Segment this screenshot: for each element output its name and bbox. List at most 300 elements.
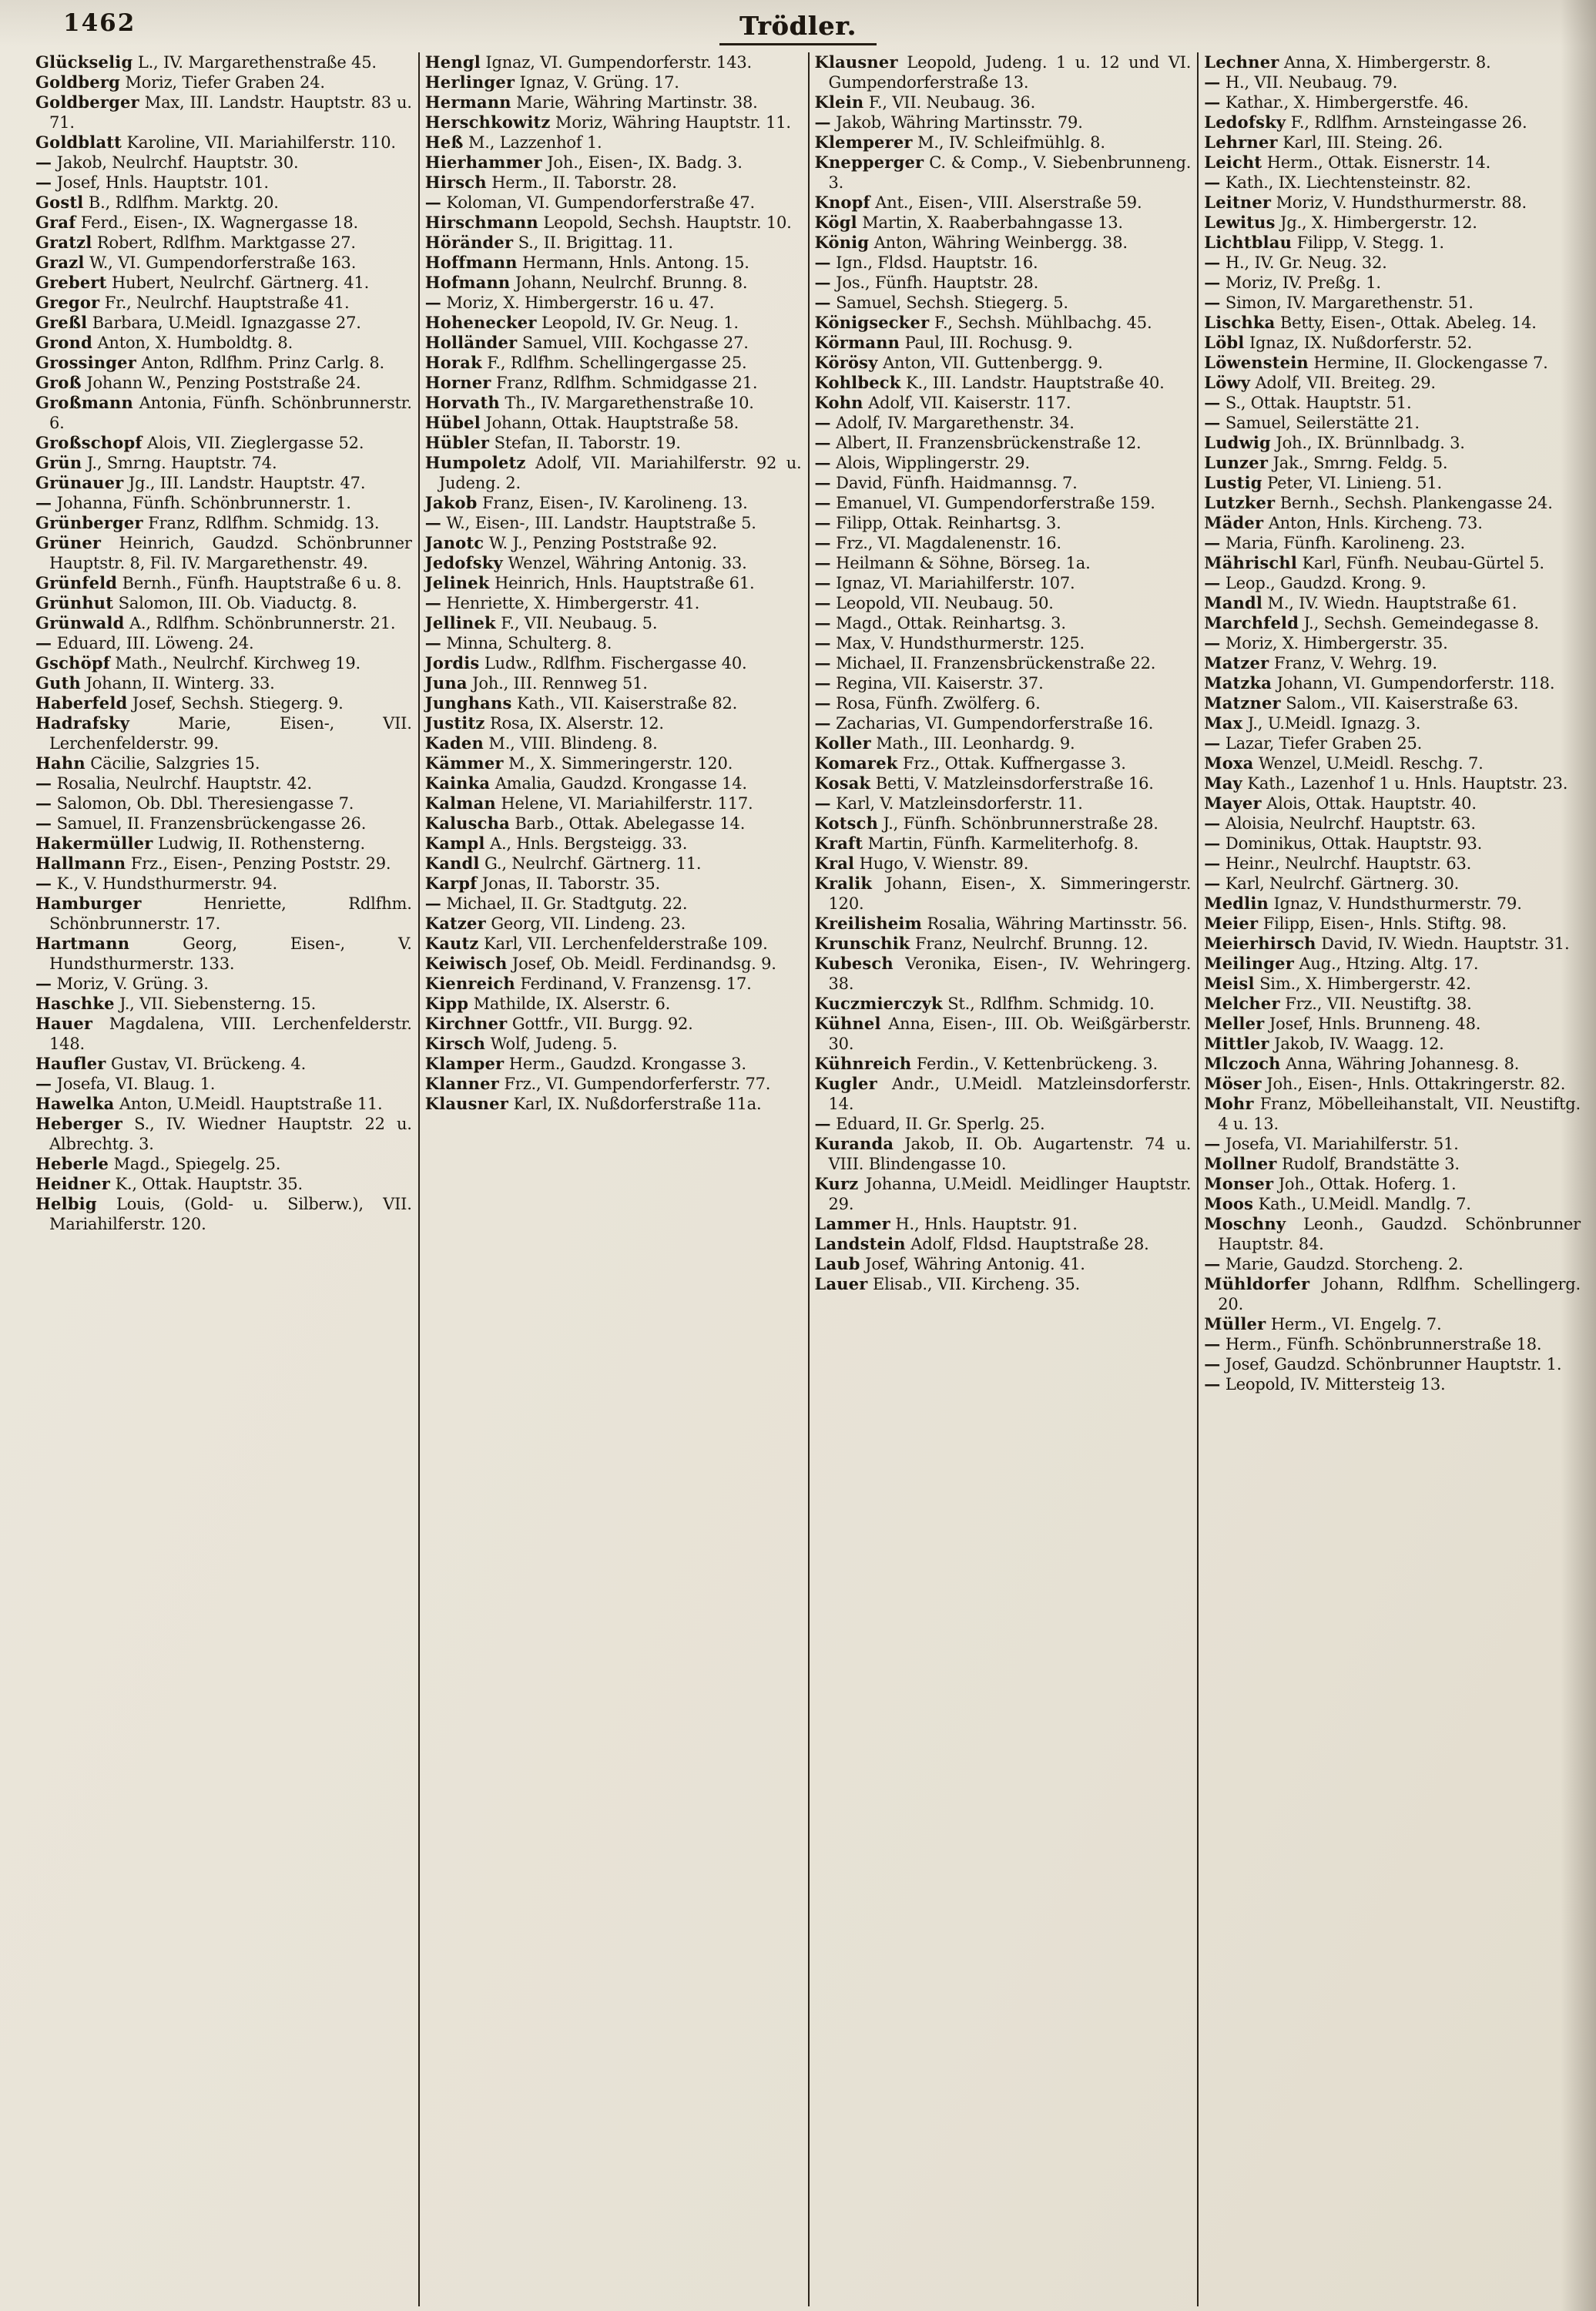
entry-surname: Kreilisheim bbox=[814, 914, 922, 933]
entry-surname: Hohenecker bbox=[424, 313, 537, 332]
directory-entry: Grün J., Smrng. Hauptstr. 74. bbox=[35, 453, 277, 472]
entry-surname: Moschny bbox=[1204, 1214, 1286, 1233]
directory-entry: Hauer Magdalena, VIII. Lerchenfelderstr. 148. bbox=[35, 1014, 412, 1053]
directory-entry: Mandl M., IV. Wiedn. Hauptstraße 61. bbox=[1204, 593, 1517, 612]
directory-entry: Meier Filipp, Eisen-, Hnls. Stiftg. 98. bbox=[1204, 914, 1507, 933]
entry-surname: — bbox=[1204, 1134, 1221, 1153]
entry-surname: Meier bbox=[1204, 914, 1259, 933]
directory-entry: — Kath., IX. Liechtensteinstr. 82. bbox=[1204, 173, 1471, 192]
entry-surname: — bbox=[35, 173, 52, 192]
entry-surname: Jellinek bbox=[424, 613, 496, 632]
entry-surname: Kögl bbox=[814, 213, 857, 232]
directory-entry: Mlczoch Anna, Währing Johannesg. 8. bbox=[1204, 1054, 1520, 1073]
directory-entry: — Moriz, X. Himbergerstr. 16 u. 47. bbox=[424, 293, 715, 312]
directory-entry: Lammer H., Hnls. Hauptstr. 91. bbox=[814, 1214, 1078, 1233]
entry-surname: Löwenstein bbox=[1204, 353, 1309, 372]
entry-surname: Jelinek bbox=[424, 573, 490, 592]
directory-entry: Hermann Marie, Währing Martinstr. 38. bbox=[424, 92, 758, 112]
entry-surname: Höränder bbox=[424, 233, 514, 252]
entry-surname: Hawelka bbox=[35, 1094, 115, 1113]
entry-surname: Klamper bbox=[424, 1054, 505, 1073]
entry-surname: Kugler bbox=[814, 1074, 877, 1093]
entry-surname: Löbl bbox=[1204, 333, 1245, 352]
directory-entry: — Moriz, X. Himbergerstr. 35. bbox=[1204, 633, 1448, 652]
entry-surname: Grond bbox=[35, 333, 92, 352]
directory-entry: Kurz Johanna, U.Meidl. Meidlinger Hauptstr. 29. bbox=[814, 1174, 1192, 1213]
entry-surname: Goldblatt bbox=[35, 132, 122, 152]
directory-entry: — W., Eisen-, III. Landstr. Hauptstraße 5. bbox=[424, 513, 756, 532]
entry-surname: Matzer bbox=[1204, 653, 1269, 673]
directory-entry: Gostl B., Rdlfhm. Marktg. 20. bbox=[35, 193, 279, 212]
directory-entry: — Josef, Gaudzd. Schönbrunner Hauptstr. 1. bbox=[1204, 1354, 1562, 1374]
directory-entry: — Josefa, VI. Mariahilferstr. 51. bbox=[1204, 1134, 1459, 1153]
directory-entry: Großmann Antonia, Fünfh. Schönbrunnerstr. 6. bbox=[35, 393, 412, 432]
entry-surname: — bbox=[814, 673, 831, 693]
entry-surname: Kämmer bbox=[424, 753, 504, 773]
directory-entry: Justitz Rosa, IX. Alserstr. 12. bbox=[424, 713, 664, 733]
directory-entry: Hahn Cäcilie, Salzgries 15. bbox=[35, 753, 260, 773]
entry-surname: Meierhirsch bbox=[1204, 934, 1316, 953]
directory-entry: Kögl Martin, X. Raaberbahngasse 13. bbox=[814, 213, 1123, 232]
entry-surname: Grünwald bbox=[35, 613, 125, 632]
entry-surname: Keiwisch bbox=[424, 954, 508, 973]
entry-surname: Grazl bbox=[35, 253, 85, 272]
directory-entry: Kampl A., Hnls. Bergsteigg. 33. bbox=[424, 834, 688, 853]
entry-surname: Glückselig bbox=[35, 52, 133, 72]
directory-entry: — Josefa, VI. Blaug. 1. bbox=[35, 1074, 216, 1093]
entry-surname: Herlinger bbox=[424, 72, 515, 92]
directory-entry: — Emanuel, VI. Gumpendorferstraße 159. bbox=[814, 493, 1155, 512]
directory-entry: — Max, V. Hundsthurmerstr. 125. bbox=[814, 633, 1085, 652]
entry-surname: Matzner bbox=[1204, 693, 1281, 713]
directory-entry: Lischka Betty, Eisen-, Ottak. Abeleg. 14. bbox=[1204, 313, 1537, 332]
directory-entry: Grossinger Anton, Rdlfhm. Prinz Carlg. 8. bbox=[35, 353, 384, 372]
directory-entry: Kirsch Wolf, Judeng. 5. bbox=[424, 1034, 618, 1053]
entry-surname: Kaden bbox=[424, 733, 484, 753]
directory-entry: Matzner Salom., VII. Kaiserstraße 63. bbox=[1204, 693, 1519, 713]
directory-entry: Hengl Ignaz, VI. Gumpendorferstr. 143. bbox=[424, 52, 753, 72]
directory-entry: — Michael, II. Gr. Stadtgutg. 22. bbox=[424, 894, 688, 913]
directory-entry: Heidner K., Ottak. Hauptstr. 35. bbox=[35, 1174, 303, 1193]
entry-surname: — bbox=[814, 433, 831, 452]
directory-entry: Ludwig Joh., IX. Brünnlbadg. 3. bbox=[1204, 433, 1465, 452]
entry-surname: — bbox=[814, 793, 831, 813]
directory-entry: — Michael, II. Franzensbrückenstraße 22. bbox=[814, 653, 1156, 673]
entry-surname: — bbox=[424, 894, 441, 913]
directory-entry: Helbig Louis, (Gold- u. Silberw.), VII. Mariahilferstr. 120. bbox=[35, 1194, 412, 1233]
directory-entry: — Ignaz, VI. Mariahilferstr. 107. bbox=[814, 573, 1075, 592]
entry-surname: Grünberger bbox=[35, 513, 143, 532]
entry-surname: — bbox=[35, 773, 52, 793]
entry-surname: Hoffmann bbox=[424, 253, 518, 272]
entry-surname: — bbox=[814, 593, 831, 612]
directory-entry: Grünfeld Bernh., Fünfh. Hauptstraße 6 u. 8. bbox=[35, 573, 402, 592]
directory-entry: Kandl G., Neulrchf. Gärtnerg. 11. bbox=[424, 854, 702, 873]
directory-entry: Klemperer M., IV. Schleifmühlg. 8. bbox=[814, 132, 1105, 152]
directory-entry: Heß M., Lazzenhof 1. bbox=[424, 132, 602, 152]
directory-entry: Greßl Barbara, U.Meidl. Ignazgasse 27. bbox=[35, 313, 361, 332]
directory-entry: Hübler Stefan, II. Taborstr. 19. bbox=[424, 433, 681, 452]
directory-entry: Herlinger Ignaz, V. Grüng. 17. bbox=[424, 72, 679, 92]
directory-entry: Kienreich Ferdinand, V. Franzensg. 17. bbox=[424, 974, 752, 993]
entry-surname: Lechner bbox=[1204, 52, 1279, 72]
entry-surname: Lunzer bbox=[1204, 453, 1269, 472]
directory-entry: Mühldorfer Johann, Rdlfhm. Schellingerg. 20. bbox=[1204, 1274, 1581, 1313]
directory-entry: Kainka Amalia, Gaudzd. Krongasse 14. bbox=[424, 773, 747, 793]
directory-entry: Melcher Frz., VII. Neustiftg. 38. bbox=[1204, 994, 1472, 1013]
directory-entry: — Frz., VI. Magdalenenstr. 16. bbox=[814, 533, 1061, 552]
entry-surname: Janotc bbox=[424, 533, 484, 552]
entry-surname: Kirsch bbox=[424, 1034, 486, 1053]
entry-surname: Körmann bbox=[814, 333, 900, 352]
directory-entry: Höränder S., II. Brigittag. 11. bbox=[424, 233, 673, 252]
entry-surname: Karpf bbox=[424, 874, 478, 893]
entry-surname: — bbox=[35, 633, 52, 652]
entry-surname: Heß bbox=[424, 132, 464, 152]
entry-surname: Kandl bbox=[424, 854, 480, 873]
entry-surname: Grünauer bbox=[35, 473, 124, 492]
entry-surname: — bbox=[424, 593, 441, 612]
entry-surname: Herschkowitz bbox=[424, 112, 551, 132]
directory-entry: Lutzker Bernh., Sechsh. Plankengasse 24. bbox=[1204, 493, 1553, 512]
entry-surname: Mühldorfer bbox=[1204, 1274, 1310, 1293]
entry-surname: Grünfeld bbox=[35, 573, 118, 592]
entry-surname: Junghans bbox=[424, 693, 512, 713]
directory-entry: — Jakob, Neulrchf. Hauptstr. 30. bbox=[35, 153, 299, 172]
directory-entry: — Eduard, III. Löweng. 24. bbox=[35, 633, 254, 652]
entry-surname: Mohr bbox=[1204, 1094, 1254, 1113]
directory-entry: Kaden M., VIII. Blindeng. 8. bbox=[424, 733, 658, 753]
entry-surname: Goldberg bbox=[35, 72, 120, 92]
entry-surname: Guth bbox=[35, 673, 81, 693]
directory-entry: Klein F., VII. Neubaug. 36. bbox=[814, 92, 1036, 112]
entry-surname: Kralik bbox=[814, 874, 873, 893]
entry-surname: Gregor bbox=[35, 293, 100, 312]
entry-surname: — bbox=[35, 493, 52, 512]
entry-surname: Knopf bbox=[814, 193, 870, 212]
directory-entry: Karpf Jonas, II. Taborstr. 35. bbox=[424, 874, 660, 893]
directory-entry: Löwenstein Hermine, II. Glockengasse 7. bbox=[1204, 353, 1548, 372]
entry-surname: Klanner bbox=[424, 1074, 499, 1093]
entry-surname: Kienreich bbox=[424, 974, 515, 993]
directory-entry: — Filipp, Ottak. Reinhartsg. 3. bbox=[814, 513, 1061, 532]
directory-entry: Hallmann Frz., Eisen-, Penzing Poststr. 29. bbox=[35, 854, 391, 873]
directory-entry: Monser Joh., Ottak. Hoferg. 1. bbox=[1204, 1174, 1457, 1193]
directory-entry: Hirschmann Leopold, Sechsh. Hauptstr. 10. bbox=[424, 213, 792, 232]
entry-surname: Haschke bbox=[35, 994, 115, 1013]
directory-entry: Lehrner Karl, III. Steing. 26. bbox=[1204, 132, 1443, 152]
directory-entry: Körmann Paul, III. Rochusg. 9. bbox=[814, 333, 1073, 352]
directory-entry: Hofmann Johann, Neulrchf. Brunng. 8. bbox=[424, 273, 748, 292]
entry-surname: Kühnreich bbox=[814, 1054, 912, 1073]
directory-entry: — Moriz, IV. Preßg. 1. bbox=[1204, 273, 1381, 292]
directory-entry: Haschke J., VII. Siebensterng. 15. bbox=[35, 994, 317, 1013]
directory-entry: Juna Joh., III. Rennweg 51. bbox=[424, 673, 648, 693]
directory-entry: — Marie, Gaudzd. Storcheng. 2. bbox=[1204, 1254, 1464, 1273]
directory-entry: Hirsch Herm., II. Taborstr. 28. bbox=[424, 173, 677, 192]
directory-entry: Jedofsky Wenzel, Währing Antonig. 33. bbox=[424, 553, 747, 572]
entry-surname: Gostl bbox=[35, 193, 84, 212]
entry-surname: Kotsch bbox=[814, 813, 879, 833]
directory-entry: Grüner Heinrich, Gaudzd. Schönbrunner Hauptstr. 8, Fil. IV. Margarethenstr. 49. bbox=[35, 533, 412, 572]
entry-surname: — bbox=[1204, 273, 1221, 292]
directory-entry: Klamper Herm., Gaudzd. Krongasse 3. bbox=[424, 1054, 746, 1073]
directory-entry: Großschopf Alois, VII. Zieglergasse 52. bbox=[35, 433, 364, 452]
directory-entry: Meisl Sim., X. Himbergerstr. 42. bbox=[1204, 974, 1471, 993]
entry-surname: Müller bbox=[1204, 1314, 1266, 1333]
directory-column-1 bbox=[35, 52, 418, 2306]
entry-surname: — bbox=[35, 793, 52, 813]
page-number: 1462 bbox=[63, 9, 136, 37]
entry-surname: Kuranda bbox=[814, 1134, 894, 1153]
entry-surname: Hierhammer bbox=[424, 153, 542, 172]
entry-surname: — bbox=[1204, 293, 1221, 312]
directory-entry: — Samuel, II. Franzensbrückengasse 26. bbox=[35, 813, 367, 833]
entry-surname: — bbox=[1204, 1254, 1221, 1273]
entry-surname: Koller bbox=[814, 733, 871, 753]
entry-surname: Knepperger bbox=[814, 153, 924, 172]
entry-surname: Klausner bbox=[424, 1094, 508, 1113]
directory-entry: Moxa Wenzel, U.Meidl. Reschg. 7. bbox=[1204, 753, 1484, 773]
directory-entry: Hamburger Henriette, Rdlfhm. Schönbrunnerstr. 17. bbox=[35, 894, 412, 933]
entry-surname: Körösy bbox=[814, 353, 878, 372]
directory-entry: Körösy Anton, VII. Guttenbergg. 9. bbox=[814, 353, 1103, 372]
directory-entry: Kralik Johann, Eisen-, X. Simmeringerstr. 120. bbox=[814, 874, 1192, 913]
entry-surname: Lauer bbox=[814, 1274, 868, 1293]
directory-entry: Junghans Kath., VII. Kaiserstraße 82. bbox=[424, 693, 738, 713]
entry-surname: Jordis bbox=[424, 653, 480, 673]
directory-entry: Knopf Ant., Eisen-, VIII. Alserstraße 59. bbox=[814, 193, 1142, 212]
directory-entry: Janotc W. J., Penzing Poststraße 92. bbox=[424, 533, 718, 552]
entry-surname: Kral bbox=[814, 854, 855, 873]
directory-entry: Katzer Georg, VII. Lindeng. 23. bbox=[424, 914, 686, 933]
directory-column-3 bbox=[808, 52, 1198, 2306]
directory-entry: May Kath., Lazenhof 1 u. Hnls. Hauptstr. 23. bbox=[1204, 773, 1568, 793]
entry-surname: — bbox=[1204, 813, 1221, 833]
directory-entry: — Simon, IV. Margarethenstr. 51. bbox=[1204, 293, 1474, 312]
directory-entry: — H., VII. Neubaug. 79. bbox=[1204, 72, 1398, 92]
entry-surname: — bbox=[1204, 633, 1221, 652]
directory-entry: Kaluscha Barb., Ottak. Abelegasse 14. bbox=[424, 813, 746, 833]
entry-surname: Klein bbox=[814, 92, 864, 112]
entry-surname: Ludwig bbox=[1204, 433, 1271, 452]
directory-entry: Kosak Betti, V. Matzleinsdorferstraße 16. bbox=[814, 773, 1154, 793]
entry-surname: Kalman bbox=[424, 793, 496, 813]
directory-entry: Kalman Helene, VI. Mariahilferstr. 117. bbox=[424, 793, 753, 813]
entry-surname: — bbox=[1204, 1354, 1221, 1374]
directory-entry: — Eduard, II. Gr. Sperlg. 25. bbox=[814, 1114, 1045, 1133]
directory-entry: Komarek Frz., Ottak. Kuffnergasse 3. bbox=[814, 753, 1126, 773]
entry-surname: Ledofsky bbox=[1204, 112, 1286, 132]
page-header bbox=[0, 0, 1596, 49]
directory-entry: — Kathar., X. Himbergerstfe. 46. bbox=[1204, 92, 1469, 112]
entry-surname: Horak bbox=[424, 353, 482, 372]
entry-surname: Leitner bbox=[1204, 193, 1272, 212]
directory-entry: Meller Josef, Hnls. Brunneng. 48. bbox=[1204, 1014, 1481, 1033]
directory-entry: Königsecker F., Sechsh. Mühlbachg. 45. bbox=[814, 313, 1152, 332]
directory-entry: Grünwald A., Rdlfhm. Schönbrunnerstr. 21. bbox=[35, 613, 396, 632]
directory-entry: Glückselig L., IV. Margarethenstraße 45. bbox=[35, 52, 377, 72]
entry-surname: — bbox=[1204, 533, 1221, 552]
entry-surname: Gschöpf bbox=[35, 653, 110, 673]
directory-entry: — Dominikus, Ottak. Hauptstr. 93. bbox=[1204, 834, 1483, 853]
directory-entry: Landstein Adolf, Fldsd. Hauptstraße 28. bbox=[814, 1234, 1149, 1253]
directory-entry: Mäder Anton, Hnls. Kircheng. 73. bbox=[1204, 513, 1483, 532]
entry-surname: — bbox=[35, 874, 52, 893]
entry-surname: Humpoletz bbox=[424, 453, 526, 472]
directory-entry: Moschny Leonh., Gaudzd. Schönbrunner Hauptstr. 84. bbox=[1204, 1214, 1581, 1253]
directory-entry: Leicht Herm., Ottak. Eisnerstr. 14. bbox=[1204, 153, 1491, 172]
entry-surname: Moxa bbox=[1204, 753, 1254, 773]
entry-surname: Monser bbox=[1204, 1174, 1274, 1193]
entry-surname: — bbox=[814, 653, 831, 673]
directory-entry: Grond Anton, X. Humboldtg. 8. bbox=[35, 333, 293, 352]
entry-surname: Lichtblau bbox=[1204, 233, 1293, 252]
entry-surname: Melcher bbox=[1204, 994, 1280, 1013]
entry-surname: Laub bbox=[814, 1254, 860, 1273]
directory-entry: — Moriz, V. Grüng. 3. bbox=[35, 974, 209, 993]
directory-entry: — Josef, Hnls. Hauptstr. 101. bbox=[35, 173, 269, 192]
directory-entry: — Salomon, Ob. Dbl. Theresiengasse 7. bbox=[35, 793, 354, 813]
directory-entry: — Johanna, Fünfh. Schönbrunnerstr. 1. bbox=[35, 493, 351, 512]
directory-entry: Grebert Hubert, Neulrchf. Gärtnerg. 41. bbox=[35, 273, 370, 292]
entry-surname: Lewitus bbox=[1204, 213, 1276, 232]
directory-entry: Keiwisch Josef, Ob. Meidl. Ferdinandsg. 9. bbox=[424, 954, 776, 973]
directory-entry: Lunzer Jak., Smrng. Feldg. 5. bbox=[1204, 453, 1448, 472]
directory-entry: — Regina, VII. Kaiserstr. 37. bbox=[814, 673, 1044, 693]
entry-surname: Kubesch bbox=[814, 954, 894, 973]
entry-surname: Mandl bbox=[1204, 593, 1263, 612]
entry-surname: Hadrafsky bbox=[35, 713, 130, 733]
directory-entry: Marchfeld J., Sechsh. Gemeindegasse 8. bbox=[1204, 613, 1539, 632]
directory-entry: Grazl W., VI. Gumpendorferstraße 163. bbox=[35, 253, 357, 272]
entry-surname: Lustig bbox=[1204, 473, 1262, 492]
entry-surname: Klemperer bbox=[814, 132, 913, 152]
entry-surname: May bbox=[1204, 773, 1242, 793]
directory-entry: — Leopold, VII. Neubaug. 50. bbox=[814, 593, 1054, 612]
directory-entry: Jelinek Heinrich, Hnls. Hauptstraße 61. bbox=[424, 573, 755, 592]
entry-surname: — bbox=[424, 193, 441, 212]
directory-entry: Herschkowitz Moriz, Währing Hauptstr. 11. bbox=[424, 112, 791, 132]
directory-entry: Kraft Martin, Fünfh. Karmeliterhofg. 8. bbox=[814, 834, 1139, 853]
entry-surname: Landstein bbox=[814, 1234, 906, 1253]
directory-entry: Goldblatt Karoline, VII. Mariahilferstr. 110. bbox=[35, 132, 396, 152]
directory-entry: — Rosalia, Neulrchf. Hauptstr. 42. bbox=[35, 773, 313, 793]
entry-surname: Hübel bbox=[424, 413, 481, 432]
directory-entry: Holländer Samuel, VIII. Kochgasse 27. bbox=[424, 333, 749, 352]
entry-surname: — bbox=[35, 153, 52, 172]
directory-entry: Groß Johann W., Penzing Poststraße 24. bbox=[35, 373, 361, 392]
entry-surname: Krunschik bbox=[814, 934, 910, 953]
entry-surname: — bbox=[424, 293, 441, 312]
directory-entry: — Ign., Fldsd. Hauptstr. 16. bbox=[814, 253, 1038, 272]
directory-entry: Krunschik Franz, Neulrchf. Brunng. 12. bbox=[814, 934, 1148, 953]
entry-surname: Grüner bbox=[35, 533, 102, 552]
entry-surname: Mayer bbox=[1204, 793, 1262, 813]
entry-surname: — bbox=[814, 1114, 831, 1133]
directory-entry: Heberle Magd., Spiegelg. 25. bbox=[35, 1154, 281, 1173]
directory-entry: Kühnreich Ferdin., V. Kettenbrückeng. 3. bbox=[814, 1054, 1158, 1073]
directory-entry: — Koloman, VI. Gumpendorferstraße 47. bbox=[424, 193, 755, 212]
entry-surname: Hirschmann bbox=[424, 213, 538, 232]
directory-entry: Kral Hugo, V. Wienstr. 89. bbox=[814, 854, 1029, 873]
directory-entry: Jordis Ludw., Rdlfhm. Fischergasse 40. bbox=[424, 653, 747, 673]
entry-surname: Hermann bbox=[424, 92, 511, 112]
directory-entry: Grünhut Salomon, III. Ob. Viaductg. 8. bbox=[35, 593, 357, 612]
entry-surname: Hahn bbox=[35, 753, 86, 773]
entry-surname: — bbox=[814, 633, 831, 652]
directory-entry: — Jakob, Währing Martinsstr. 79. bbox=[814, 112, 1083, 132]
directory-entry: — S., Ottak. Hauptstr. 51. bbox=[1204, 393, 1412, 412]
entry-surname: Grün bbox=[35, 453, 82, 472]
directory-entry: Kubesch Veronika, Eisen-, IV. Wehringerg. 38. bbox=[814, 954, 1192, 993]
directory-entry: Kohn Adolf, VII. Kaiserstr. 117. bbox=[814, 393, 1071, 412]
entry-surname: Klausner bbox=[814, 52, 898, 72]
directory-column-2 bbox=[418, 52, 808, 2306]
directory-entry: Hierhammer Joh., Eisen-, IX. Badg. 3. bbox=[424, 153, 743, 172]
directory-entry: — Herm., Fünfh. Schönbrunnerstraße 18. bbox=[1204, 1334, 1542, 1353]
entry-surname: — bbox=[1204, 573, 1221, 592]
directory-entry: Haberfeld Josef, Sechsh. Stiegerg. 9. bbox=[35, 693, 344, 713]
entry-surname: Meilinger bbox=[1204, 954, 1294, 973]
directory-entry: Klausner Karl, IX. Nußdorferstraße 11a. bbox=[424, 1094, 762, 1113]
directory-column-4 bbox=[1197, 52, 1587, 2306]
directory-entry: Gratzl Robert, Rdlfhm. Marktgasse 27. bbox=[35, 233, 356, 252]
entry-surname: Hauer bbox=[35, 1014, 93, 1033]
entry-surname: Jedofsky bbox=[424, 553, 503, 572]
entry-surname: Mährischl bbox=[1204, 553, 1298, 572]
directory-entry: Jellinek F., VII. Neubaug. 5. bbox=[424, 613, 658, 632]
entry-surname: Kampl bbox=[424, 834, 485, 853]
entry-surname: Kirchner bbox=[424, 1014, 508, 1033]
entry-surname: Graf bbox=[35, 213, 76, 232]
entry-surname: — bbox=[1204, 393, 1221, 412]
directory-entry: Jakob Franz, Eisen-, IV. Karolineng. 13. bbox=[424, 493, 748, 512]
directory-entry: — K., V. Hundsthurmerstr. 94. bbox=[35, 874, 278, 893]
entry-surname: — bbox=[35, 1074, 52, 1093]
entry-surname: Greßl bbox=[35, 313, 88, 332]
directory-entry: Horvath Th., IV. Margarethenstraße 10. bbox=[424, 393, 754, 412]
entry-surname: Goldberger bbox=[35, 92, 139, 112]
directory-entry: Hawelka Anton, U.Meidl. Hauptstraße 11. bbox=[35, 1094, 383, 1113]
entry-surname: — bbox=[814, 513, 831, 532]
entry-surname: Mollner bbox=[1204, 1154, 1277, 1173]
entry-surname: Möser bbox=[1204, 1074, 1262, 1093]
directory-entry: — Heinr., Neulrchf. Hauptstr. 63. bbox=[1204, 854, 1472, 873]
entry-surname: Juna bbox=[424, 673, 468, 693]
entry-surname: Mäder bbox=[1204, 513, 1264, 532]
entry-surname: Haberfeld bbox=[35, 693, 128, 713]
entry-surname: — bbox=[814, 473, 831, 492]
directory-entry: König Anton, Währing Weinbergg. 38. bbox=[814, 233, 1128, 252]
entry-surname: — bbox=[814, 293, 831, 312]
entry-surname: Justitz bbox=[424, 713, 485, 733]
entry-surname: — bbox=[1204, 834, 1221, 853]
entry-surname: Lischka bbox=[1204, 313, 1276, 332]
directory-entry: Lichtblau Filipp, V. Stegg. 1. bbox=[1204, 233, 1444, 252]
entry-surname: Horner bbox=[424, 373, 491, 392]
directory-entry: Max J., U.Meidl. Ignazg. 3. bbox=[1204, 713, 1421, 733]
entry-surname: — bbox=[814, 713, 831, 733]
entry-surname: Helbig bbox=[35, 1194, 97, 1213]
entry-surname: Holländer bbox=[424, 333, 518, 352]
entry-surname: Kautz bbox=[424, 934, 479, 953]
directory-entry: — David, Fünfh. Haidmannsg. 7. bbox=[814, 473, 1078, 492]
entry-surname: — bbox=[814, 453, 831, 472]
entry-surname: Hallmann bbox=[35, 854, 126, 873]
directory-entry: Lewitus Jg., X. Himbergerstr. 12. bbox=[1204, 213, 1477, 232]
entry-surname: — bbox=[1204, 733, 1221, 753]
